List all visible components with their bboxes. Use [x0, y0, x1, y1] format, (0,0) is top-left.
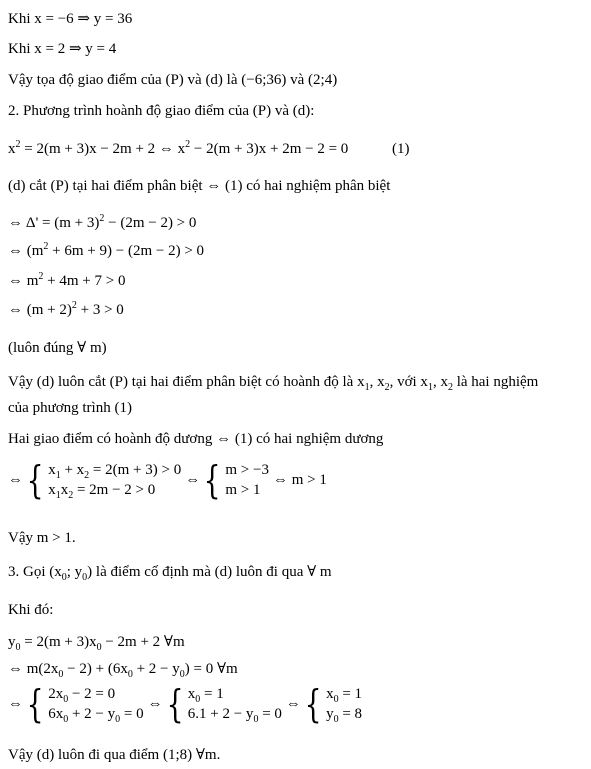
section-2-heading: 2. Phương trình hoành độ giao điểm của (P) và (d): — [8, 103, 315, 119]
brace-icon: { — [26, 682, 44, 726]
line-condition-distinct: (d) cắt (P) tại hai điểm phân biệt ⇔ (1) có hai nghiệm phân biệt — [8, 178, 391, 194]
line-result-m: Vậy m > 1. — [8, 530, 76, 546]
equation-tag: (1) — [392, 141, 410, 157]
line-delta-simplify: ⇔ $m^2 + 4m + 7 > 0$ — [8, 271, 126, 289]
line-positive-roots: Hai giao điểm có hoành độ dương ⇔ (1) có hai nghiệm dương — [8, 431, 384, 447]
line-then: Khi đó: — [8, 602, 54, 618]
line-delta: ⇔ $\Delta' = (m + 3)^2 - (2m - 2) > 0$ — [8, 213, 197, 231]
line-fixed-point-eq: $y_0 = 2(m + 3)x_0 - 2m + 2$ ∀m — [8, 634, 185, 653]
section-3-heading: 3. Gọi ($x_0$; $y_0$) là điểm cố định mà (d) luôn đi qua ∀ m — [8, 564, 332, 583]
line-fixed-point-group: ⇔ $m(2x_0 - 2) + (6x_0 + 2 - y_0) = 0$ ∀m — [8, 661, 238, 680]
line-conclusion-roots: Vậy (d) luôn cắt (P) tại hai điểm phân biệt có hoành độ là $x_1$, $x_2$, với $x_1$, $x_2$ là hai nghiệm — [8, 374, 539, 393]
line-always-true: (luôn đúng ∀ m) — [8, 340, 107, 356]
brace-icon: { — [203, 458, 221, 502]
system-vieta: ⇔ { $x_1 + x_2 = 2(m + 3) > 0$ $x_1x_2 = 2m - 2 > 0$ ⇔ { m > −3 m > 1 ⇔ m > 1 — [8, 458, 327, 502]
line-final-conclusion: Vậy (d) luôn đi qua điểm (1;8) ∀m. — [8, 747, 221, 763]
brace-icon: { — [26, 458, 44, 502]
line-intersection-result: Vậy tọa độ giao điểm của (P) và (d) là (−6;36) và (2;4) — [8, 72, 338, 88]
line-of-equation-1: của phương trình (1) — [8, 400, 132, 416]
brace-icon: { — [166, 682, 184, 726]
line-case-x-neg6: Khi x = −6 ⇒ y = 36 — [8, 11, 133, 27]
line-case-x-2: Khi x = 2 ⇒ y = 4 — [8, 41, 117, 57]
equation-1: $x^2 = 2(m + 3)x - 2m + 2$ ⇔ $x^2 - 2(m + 3)x + 2m - 2 = 0$ (1) — [8, 139, 410, 157]
system-fixed-point: ⇔ { $2x_0 - 2 = 0$ $6x_0 + 2 - y_0 = 0$ ⇔ { $x_0 = 1$ $6.1 + 2 - y_0 = 0$ ⇔ { $x_0 = 1$ $y_0 = 8$ — [8, 682, 363, 726]
line-delta-expand: ⇔ $(m^2 + 6m + 9) - (2m - 2) > 0$ — [8, 241, 205, 259]
brace-icon: { — [304, 682, 322, 726]
line-delta-square: ⇔ $(m + 2)^2 + 3 > 0$ — [8, 300, 124, 318]
